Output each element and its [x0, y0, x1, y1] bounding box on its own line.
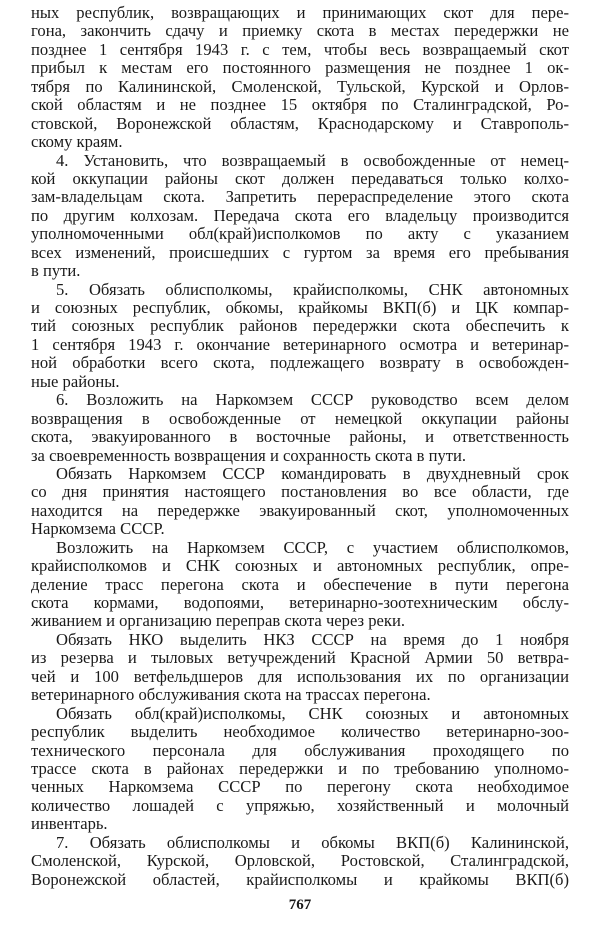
- text-line: за своевременность возвращения и сохранность скота в пути.: [31, 445, 467, 465]
- text-line: по другим колхозам. Передача скота его владельцу производится: [31, 205, 569, 225]
- text-line: количество лошадей с упряжью, хозяйственный и молочный: [31, 795, 569, 815]
- text-line: Воронежской областей, крайисполкомы и крайкомы ВКП(б): [31, 869, 569, 889]
- text-line: Обязать обл(край)исполкомы, СНК союзных и автономных: [56, 703, 569, 723]
- text-line: ченных Наркомзема СССР по перегону скота необходимое: [31, 777, 569, 797]
- text-line: позднее 1 сентября 1943 г. с тем, чтобы весь возвращаемый скот: [31, 39, 569, 59]
- paragraph: [31, 631, 569, 705]
- text-line: Наркомзема СССР.: [31, 519, 165, 539]
- text-line: гона, закончить сдачу и приемку скота в местах передержки не: [31, 21, 569, 41]
- text-line: трассе скота в районах передержки и по требованию уполномо-: [31, 758, 569, 778]
- text-line: чей и 100 ветфельдшеров для использования их по организации: [31, 666, 569, 686]
- text-line: Обязать Наркомзем СССР командировать в двухдневный срок: [56, 463, 569, 483]
- paragraph: [31, 281, 569, 392]
- text-line: крайисполкомов и СНК союзных и автономных республик, опре-: [31, 556, 569, 576]
- text-line: тий союзных республик районов передержки скота обеспечить к: [31, 316, 569, 336]
- text-line: в пути.: [31, 261, 81, 281]
- paragraph: [31, 539, 569, 631]
- text-line: стовской, Воронежской областям, Краснодарскому и Ставрополь-: [31, 113, 569, 133]
- text-line: прибыл к местам его постоянного размещения не позднее 1 ок-: [31, 58, 569, 78]
- paragraph: [31, 705, 569, 834]
- text-line: скота кормами, водопоями, ветеринарно-зоотехническим обслу-: [31, 593, 569, 612]
- text-line: ской областям и не позднее 15 октября по Сталинградской, Ро-: [31, 95, 569, 115]
- text-line: скому краям.: [31, 132, 123, 152]
- text-line: кой оккупации районы скот должен передаваться только колхо-: [31, 168, 569, 188]
- text-line: Возложить на Наркомзем СССР, с участием облисполкомов,: [56, 537, 569, 557]
- text-line: зам-владельцам скота. Запретить перераспределение этого скота: [31, 187, 569, 207]
- paragraph: [31, 834, 569, 889]
- text-line: деление трасс перегона скота и обеспечение в пути перегона: [31, 574, 569, 594]
- text-line: Смоленской, Курской, Орловской, Ростовской, Сталинградской,: [31, 851, 569, 871]
- text-line: всех изменений, происшедших с гуртом за время его пребывания: [31, 242, 569, 262]
- text-line: ной обработки всего скота, подлежащего возврату в освобожден-: [31, 353, 569, 373]
- text-line: живанием и организацию переправ скота через реки.: [31, 611, 405, 631]
- text-line: 4. Установить, что возвращаемый в освобожденные от немец-: [56, 150, 569, 170]
- text-line: уполномоченными обл(край)исполкомов по акту с указанием: [31, 224, 569, 244]
- text-line: инвентарь.: [31, 814, 108, 834]
- text-line: находится на передержке эвакуированный скот, уполномоченных: [31, 500, 569, 520]
- text-line: тября по Калининской, Смоленской, Тульской, Курской и Орлов-: [31, 76, 569, 96]
- text-line: из резерва и тыловых ветучреждений Красной Армии 50 ветвра-: [31, 648, 569, 668]
- text-line: 5. Обязать облисполкомы, крайисполкомы, СНК автономных: [56, 279, 569, 299]
- paragraph: [31, 391, 569, 465]
- page-number: 767: [288, 897, 312, 913]
- paragraph: [31, 4, 569, 152]
- paragraph: [31, 152, 569, 281]
- text-line: со дня принятия настоящего постановления во все области, где: [31, 482, 569, 502]
- text-line: ные районы.: [31, 371, 120, 391]
- document-body: [31, 4, 569, 889]
- text-line: 6. Возложить на Наркомзем СССР руководство всем делом: [56, 390, 569, 410]
- text-line: ных республик, возвращающих и принимающих скот для пере-: [31, 3, 569, 22]
- text-line: 7. Обязать облисполкомы и обкомы ВКП(б) Калининской,: [56, 832, 569, 852]
- text-line: технического персонала для обслуживания проходящего по: [31, 740, 569, 760]
- text-line: скота, эвакуированного в восточные районы, и ответственность: [31, 427, 569, 447]
- text-line: 1 сентября 1943 г. окончание ветеринарного осмотра и ветеринар-: [31, 334, 569, 354]
- text-line: и союзных республик, обкомы, крайкомы ВКП(б) и ЦК компар-: [31, 298, 569, 317]
- text-line: возвращения в освобожденные от немецкой оккупации районы: [31, 408, 569, 428]
- text-line: республик выделить необходимое количество ветеринарно-зоо-: [31, 722, 569, 742]
- text-line: Обязать НКО выделить НКЗ СССР на время до 1 ноября: [56, 629, 569, 649]
- paragraph: [31, 465, 569, 539]
- text-line: ветеринарного обслуживания скота на трассах перегона.: [31, 685, 431, 705]
